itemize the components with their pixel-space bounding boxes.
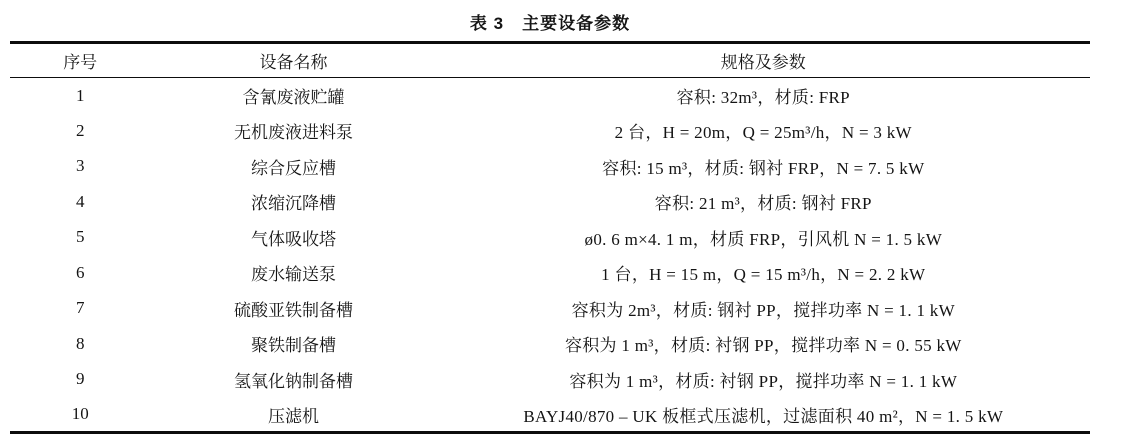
row-spec-cell: 容积: 15 m³，材质: 钢衬 FRP，N = 7. 5 kW bbox=[602, 158, 925, 178]
table-row bbox=[10, 78, 1090, 114]
column-header-spec: 规格及参数 bbox=[720, 53, 806, 72]
table-row bbox=[10, 220, 1090, 256]
row-name-cell: 废水输送泵 bbox=[250, 265, 336, 285]
equipment-parameters-table bbox=[10, 41, 1090, 434]
row-spec-cell: 1 台，H = 15 m，Q = 15 m³/h，N = 2. 2 kW bbox=[601, 265, 926, 285]
row-spec-cell: 容积为 1 m³，材质: 衬钢 PP，搅拌功率 N = 0. 55 kW bbox=[564, 336, 962, 356]
table-row bbox=[10, 149, 1090, 185]
row-name-cell: 硫酸亚铁制备槽 bbox=[233, 300, 353, 320]
row-index-cell: 2 bbox=[75, 120, 85, 140]
row-index-cell: 3 bbox=[75, 156, 85, 176]
row-name-cell: 浓缩沉降槽 bbox=[250, 194, 336, 214]
row-spec-cell: 容积为 1 m³，材质: 衬钢 PP，搅拌功率 N = 1. 1 kW bbox=[569, 371, 958, 391]
row-index-cell: 10 bbox=[71, 404, 89, 423]
row-index-cell: 7 bbox=[75, 298, 85, 318]
row-name-cell: 气体吸收塔 bbox=[250, 229, 336, 249]
row-name-cell: 无机废液进料泵 bbox=[233, 123, 353, 143]
row-spec-cell: 2 台，H = 20m，Q = 25m³/h，N = 3 kW bbox=[614, 123, 912, 143]
table-row bbox=[10, 397, 1090, 433]
row-spec-cell: 容积: 21 m³，材质: 钢衬 FRP bbox=[654, 194, 872, 214]
row-index-cell: 1 bbox=[75, 85, 85, 105]
row-name-cell: 氢氧化钠制备槽 bbox=[233, 371, 353, 391]
row-spec-cell: BAYJ40/870 – UK 板框式压滤机，过滤面积 40 m²，N = 1. 5 kW bbox=[523, 406, 1004, 426]
row-spec-cell: 容积为 2m³，材质: 钢衬 PP，搅拌功率 N = 1. 1 kW bbox=[571, 300, 955, 320]
row-index-cell: 5 bbox=[75, 227, 85, 247]
table-caption: 表 3 主要设备参数 bbox=[469, 14, 631, 33]
table-row bbox=[10, 113, 1090, 149]
row-name-cell: 聚铁制备槽 bbox=[250, 336, 336, 356]
table-row bbox=[10, 291, 1090, 327]
row-index-cell: 8 bbox=[75, 333, 85, 353]
row-index-cell: 6 bbox=[75, 262, 85, 282]
row-name-cell: 含氰废液贮罐 bbox=[242, 88, 345, 107]
table-header-row bbox=[10, 43, 1090, 78]
column-header-equipment-name: 设备名称 bbox=[259, 53, 328, 72]
row-name-cell: 压滤机 bbox=[267, 406, 319, 426]
row-spec-cell: ø0. 6 m×4. 1 m，材质 FRP，引风机 N = 1. 5 kW bbox=[584, 229, 943, 249]
table-row bbox=[10, 326, 1090, 362]
row-name-cell: 综合反应槽 bbox=[250, 158, 336, 178]
column-header-index: 序号 bbox=[63, 53, 98, 72]
table-row bbox=[10, 255, 1090, 291]
table-row bbox=[10, 184, 1090, 220]
table-row bbox=[10, 362, 1090, 398]
row-spec-cell: 容积: 32m³，材质: FRP bbox=[676, 88, 850, 107]
row-index-cell: 9 bbox=[75, 369, 85, 389]
row-index-cell: 4 bbox=[75, 191, 85, 211]
